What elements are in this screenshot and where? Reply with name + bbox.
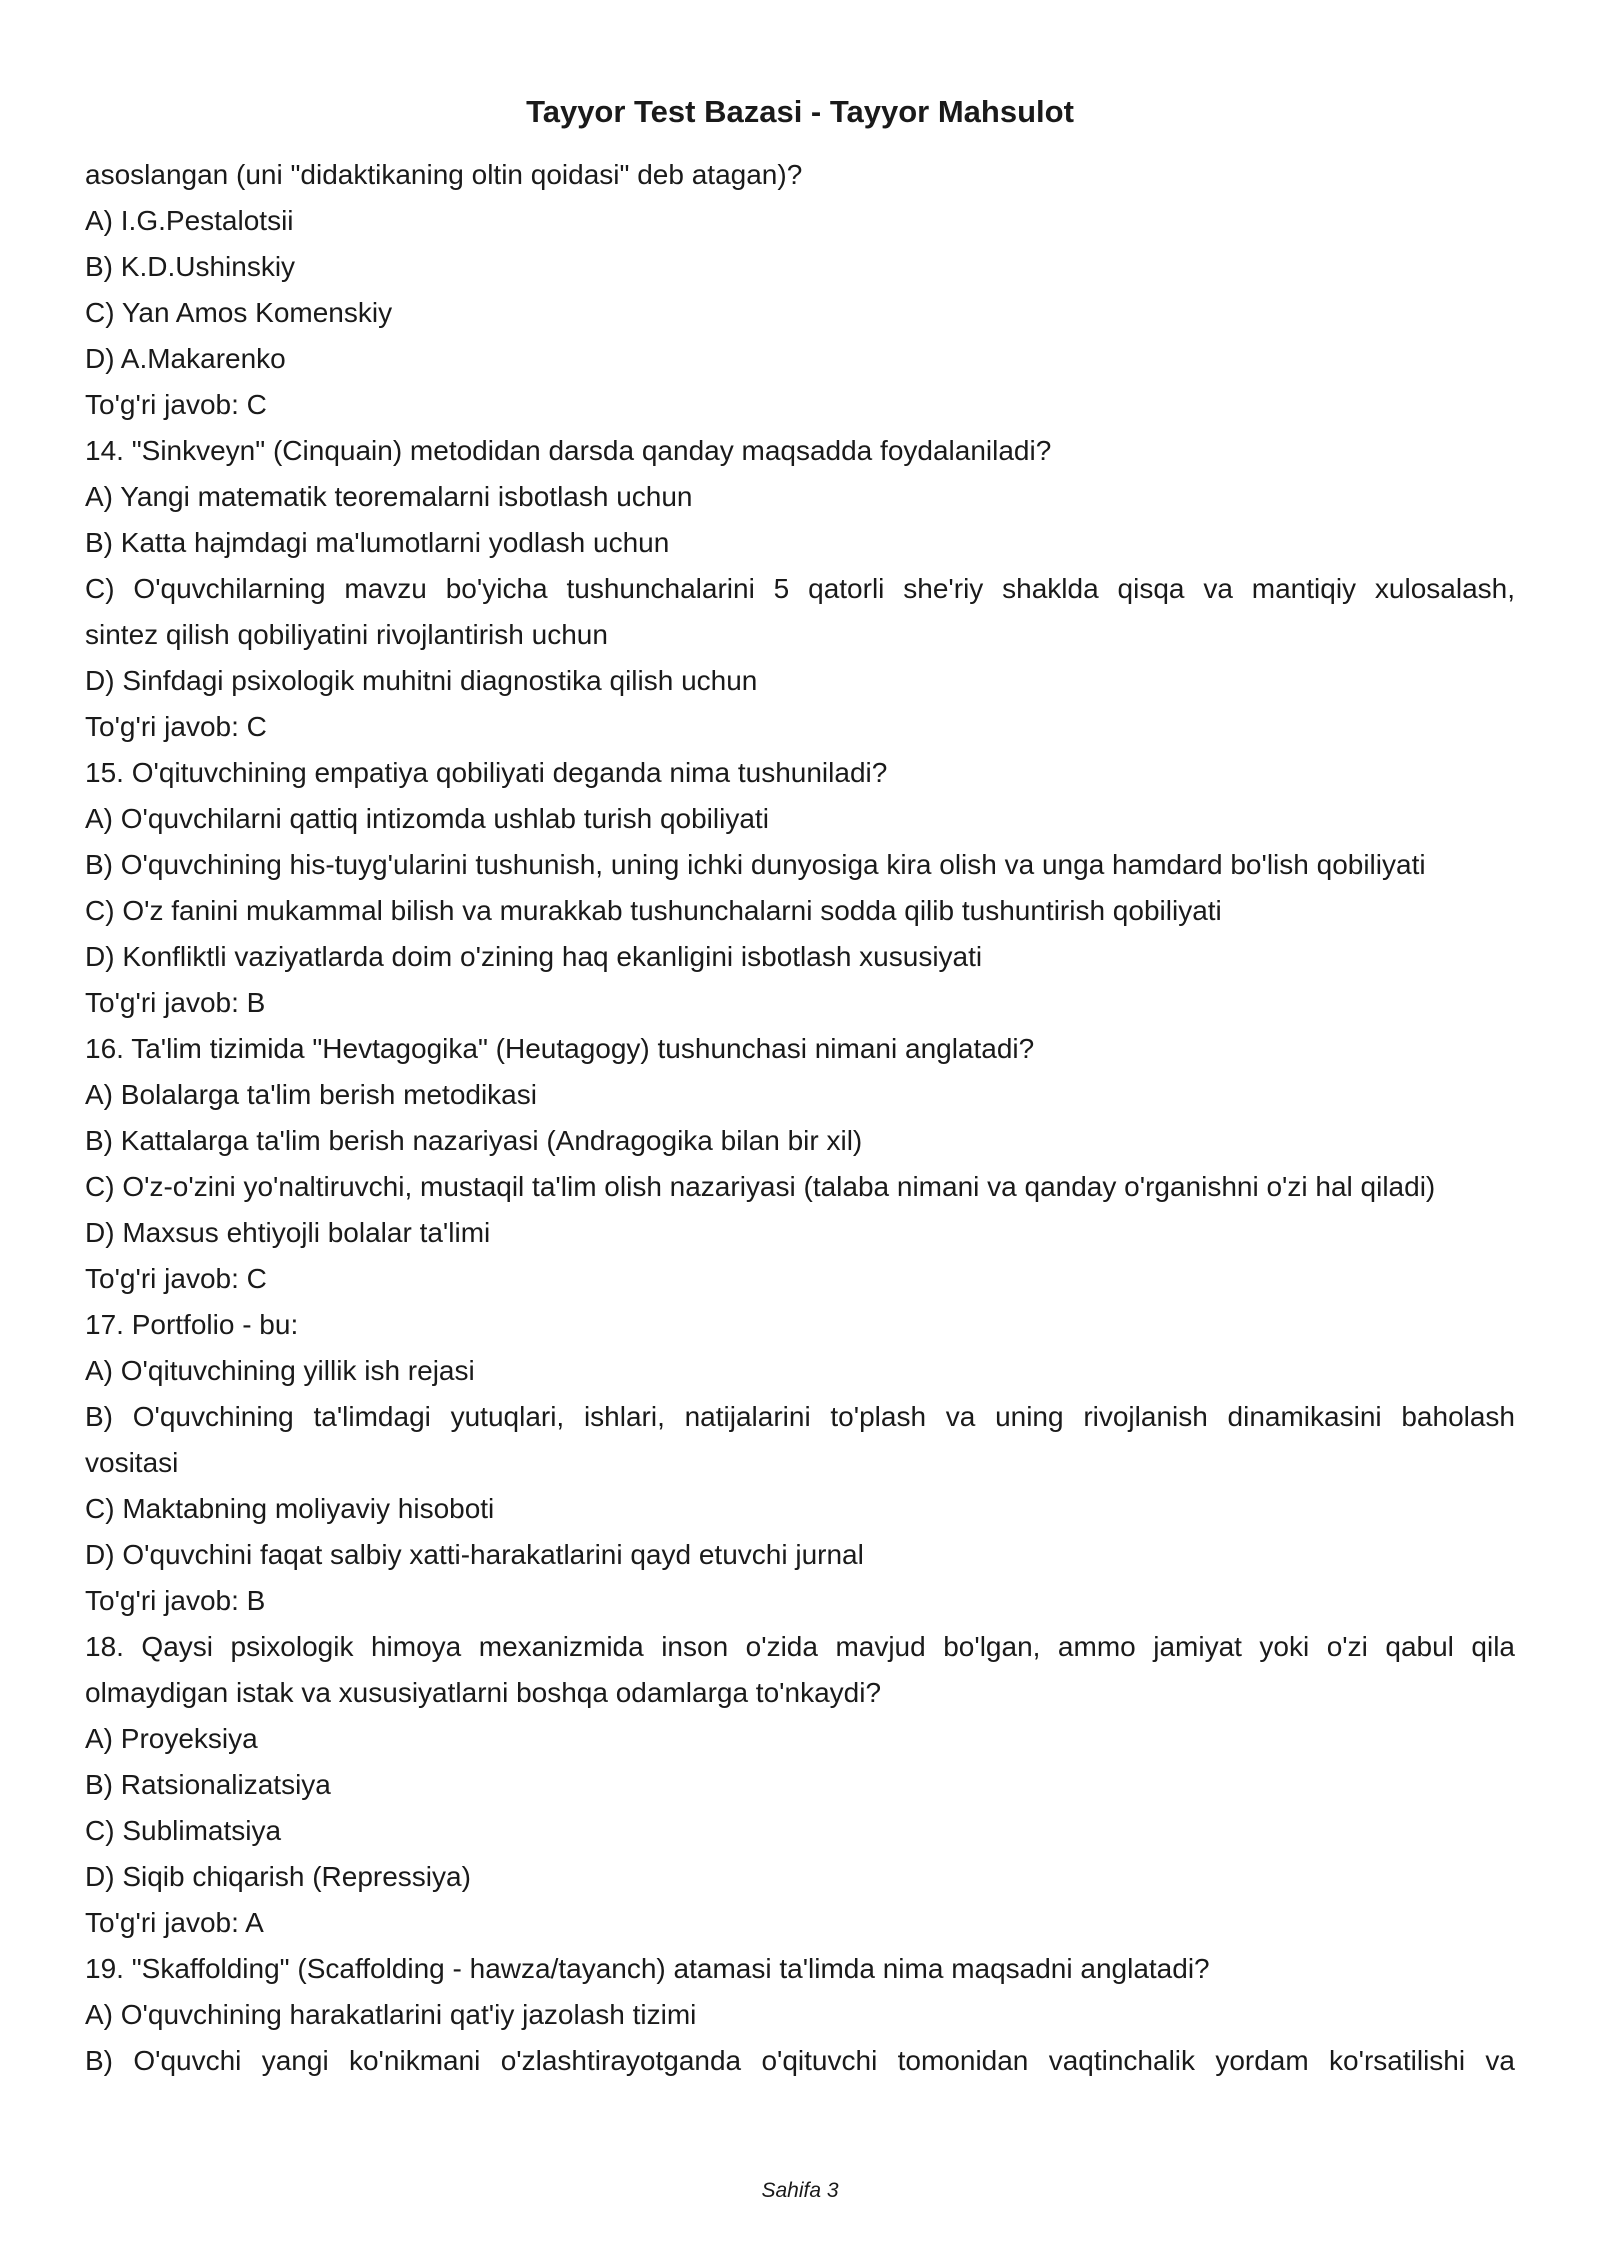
option-line: D) Maxsus ehtiyojli bolalar ta'limi (85, 1217, 491, 1248)
option-line: A) O'quvchining harakatlarini qat'iy jazolash tizimi (85, 1999, 697, 2030)
question-line-continuation: olmaydigan istak va xususiyatlarni boshqa odamlarga to'nkaydi? (85, 1677, 882, 1708)
answer-line: To'g'ri javob: B (85, 987, 266, 1018)
option-line: C) O'z fanini mukammal bilish va murakkab tushunchalarni sodda qilib tushuntirish qobiliyati (85, 895, 1222, 926)
option-line-continuation: vositasi (85, 1447, 179, 1478)
option-line: A) O'quvchilarni qattiq intizomda ushlab turish qobiliyati (85, 803, 769, 834)
question-line: 15. O'qituvchining empatiya qobiliyati deganda nima tushuniladi? (85, 757, 888, 788)
page-number: Sahifa 3 (761, 2179, 839, 2202)
option-line: C) O'z-o'zini yo'naltiruvchi, mustaqil ta'lim olish nazariyasi (talaba nimani va qanday o'rganishni o'zi hal qiladi) (85, 1171, 1436, 1202)
option-line: A) I.G.Pestalotsii (85, 205, 294, 236)
answer-line: To'g'ri javob: C (85, 711, 267, 742)
question-line: 16. Ta'lim tizimida "Hevtagogika" (Heutagogy) tushunchasi nimani anglatadi? (85, 1033, 1035, 1064)
page-header-title: Tayyor Test Bazasi - Tayyor Mahsulot (526, 94, 1074, 129)
option-line: B) K.D.Ushinskiy (85, 251, 296, 282)
answer-line: To'g'ri javob: A (85, 1907, 264, 1938)
option-line: D) O'quvchini faqat salbiy xatti-harakatlarini qayd etuvchi jurnal (85, 1539, 864, 1570)
question-line: 17. Portfolio - bu: (85, 1309, 299, 1340)
option-line: D) Sinfdagi psixologik muhitni diagnostika qilish uchun (85, 665, 758, 696)
option-line: A) Bolalarga ta'lim berish metodikasi (85, 1079, 537, 1110)
option-line: A) Yangi matematik teoremalarni isbotlash uchun (85, 481, 693, 512)
option-line: B) Kattalarga ta'lim berish nazariyasi (Andragogika bilan bir xil) (85, 1125, 863, 1156)
option-line: B) O'quvchining ta'limdagi yutuqlari, ishlari, natijalarini to'plash va uning rivojlanish dinamikasini baholash (85, 1401, 1515, 1432)
option-line: C) O'quvchilarning mavzu bo'yicha tushunchalarini 5 qatorli she'riy shaklda qisqa va mantiqiy xulosalash, (85, 573, 1515, 604)
answer-line: To'g'ri javob: C (85, 1263, 267, 1294)
option-line: B) O'quvchining his-tuyg'ularini tushunish, uning ichki dunyosiga kira olish va unga hamdard bo'lish qobiliyati (85, 849, 1426, 880)
option-line: B) Ratsionalizatsiya (85, 1769, 331, 1800)
answer-line: To'g'ri javob: C (85, 389, 267, 420)
option-line: C) Yan Amos Komenskiy (85, 297, 393, 328)
option-line: A) Proyeksiya (85, 1723, 258, 1754)
option-line: B) O'quvchi yangi ko'nikmani o'zlashtirayotganda o'qituvchi tomonidan vaqtinchalik yordam ko'rsatilishi va (85, 2045, 1515, 2076)
question-line: 19. "Skaffolding" (Scaffolding - hawza/tayanch) atamasi ta'limda nima maqsadni anglatadi? (85, 1953, 1210, 1984)
question-continuation: asoslangan (uni "didaktikaning oltin qoidasi" deb atagan)? (85, 159, 803, 190)
option-line: D) A.Makarenko (85, 343, 286, 374)
question-line: 18. Qaysi psixologik himoya mexanizmida inson o'zida mavjud bo'lgan, ammo jamiyat yoki o'zi qabul qila (85, 1631, 1515, 1662)
option-line: D) Konfliktli vaziyatlarda doim o'zining haq ekanligini isbotlash xususiyati (85, 941, 983, 972)
option-line: C) Maktabning moliyaviy hisoboti (85, 1493, 495, 1524)
answer-line: To'g'ri javob: B (85, 1585, 266, 1616)
option-line-continuation: sintez qilish qobiliyatini rivojlantirish uchun (85, 619, 608, 650)
option-line: D) Siqib chiqarish (Repressiya) (85, 1861, 471, 1892)
question-line: 14. "Sinkveyn" (Cinquain) metodidan darsda qanday maqsadda foydalaniladi? (85, 435, 1052, 466)
page-content (85, 152, 1515, 2084)
option-line: B) Katta hajmdagi ma'lumotlarni yodlash uchun (85, 527, 670, 558)
option-line: C) Sublimatsiya (85, 1815, 282, 1846)
option-line: A) O'qituvchining yillik ish rejasi (85, 1355, 475, 1386)
